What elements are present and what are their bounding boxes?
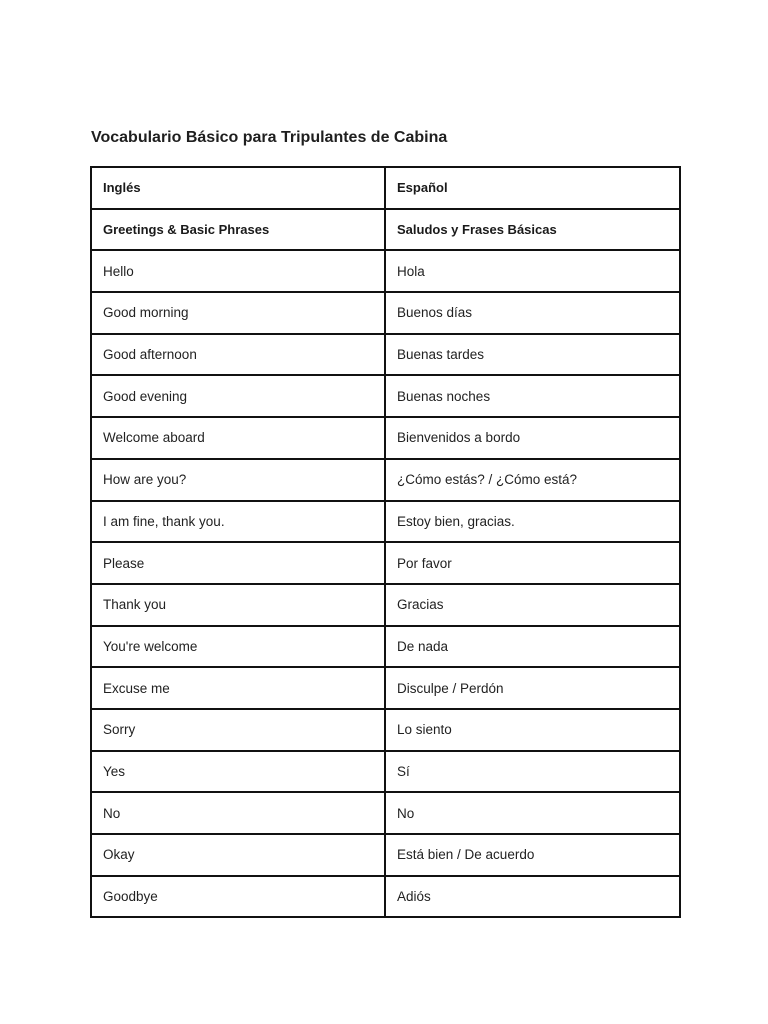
table-row (91, 667, 680, 709)
table-row (91, 501, 680, 543)
cell-spanish: Está bien / De acuerdo (385, 834, 680, 876)
table-row (91, 751, 680, 793)
cell-spanish: Hola (385, 250, 680, 292)
column-header-english: Inglés (91, 167, 385, 209)
cell-spanish: Lo siento (385, 709, 680, 751)
cell-english: Welcome aboard (91, 417, 385, 459)
cell-spanish: Bienvenidos a bordo (385, 417, 680, 459)
cell-english: Excuse me (91, 667, 385, 709)
table-row (91, 334, 680, 376)
cell-english: Please (91, 542, 385, 584)
cell-spanish: Disculpe / Perdón (385, 667, 680, 709)
table-row (91, 792, 680, 834)
table-row (91, 584, 680, 626)
cell-english: Good evening (91, 375, 385, 417)
cell-english: I am fine, thank you. (91, 501, 385, 543)
vocabulary-table-body (91, 167, 680, 917)
table-row (91, 417, 680, 459)
cell-english: Thank you (91, 584, 385, 626)
table-row (91, 834, 680, 876)
cell-spanish: Buenas noches (385, 375, 680, 417)
vocabulary-table (90, 166, 681, 918)
table-row (91, 876, 680, 918)
cell-english: Goodbye (91, 876, 385, 918)
table-header-row (91, 167, 680, 209)
cell-english: Good afternoon (91, 334, 385, 376)
cell-spanish: Adiós (385, 876, 680, 918)
cell-english: How are you? (91, 459, 385, 501)
table-section-row (91, 209, 680, 251)
cell-spanish: Sí (385, 751, 680, 793)
table-row (91, 626, 680, 668)
cell-english: You're welcome (91, 626, 385, 668)
cell-spanish: Estoy bien, gracias. (385, 501, 680, 543)
cell-english: Sorry (91, 709, 385, 751)
cell-english: Okay (91, 834, 385, 876)
document-title: Vocabulario Básico para Tripulantes de Cabina (91, 129, 448, 146)
cell-spanish: Buenos días (385, 292, 680, 334)
cell-english: Hello (91, 250, 385, 292)
cell-english: No (91, 792, 385, 834)
cell-spanish: Buenas tardes (385, 334, 680, 376)
cell-english: Yes (91, 751, 385, 793)
cell-spanish: ¿Cómo estás? / ¿Cómo está? (385, 459, 680, 501)
cell-english: Greetings & Basic Phrases (91, 209, 385, 251)
table-row (91, 292, 680, 334)
cell-spanish: De nada (385, 626, 680, 668)
column-header-spanish: Español (385, 167, 680, 209)
cell-english: Good morning (91, 292, 385, 334)
table-row (91, 250, 680, 292)
cell-spanish: Saludos y Frases Básicas (385, 209, 680, 251)
cell-spanish: Gracias (385, 584, 680, 626)
cell-spanish: No (385, 792, 680, 834)
table-row (91, 459, 680, 501)
table-row (91, 709, 680, 751)
table-row (91, 375, 680, 417)
cell-spanish: Por favor (385, 542, 680, 584)
table-row (91, 542, 680, 584)
